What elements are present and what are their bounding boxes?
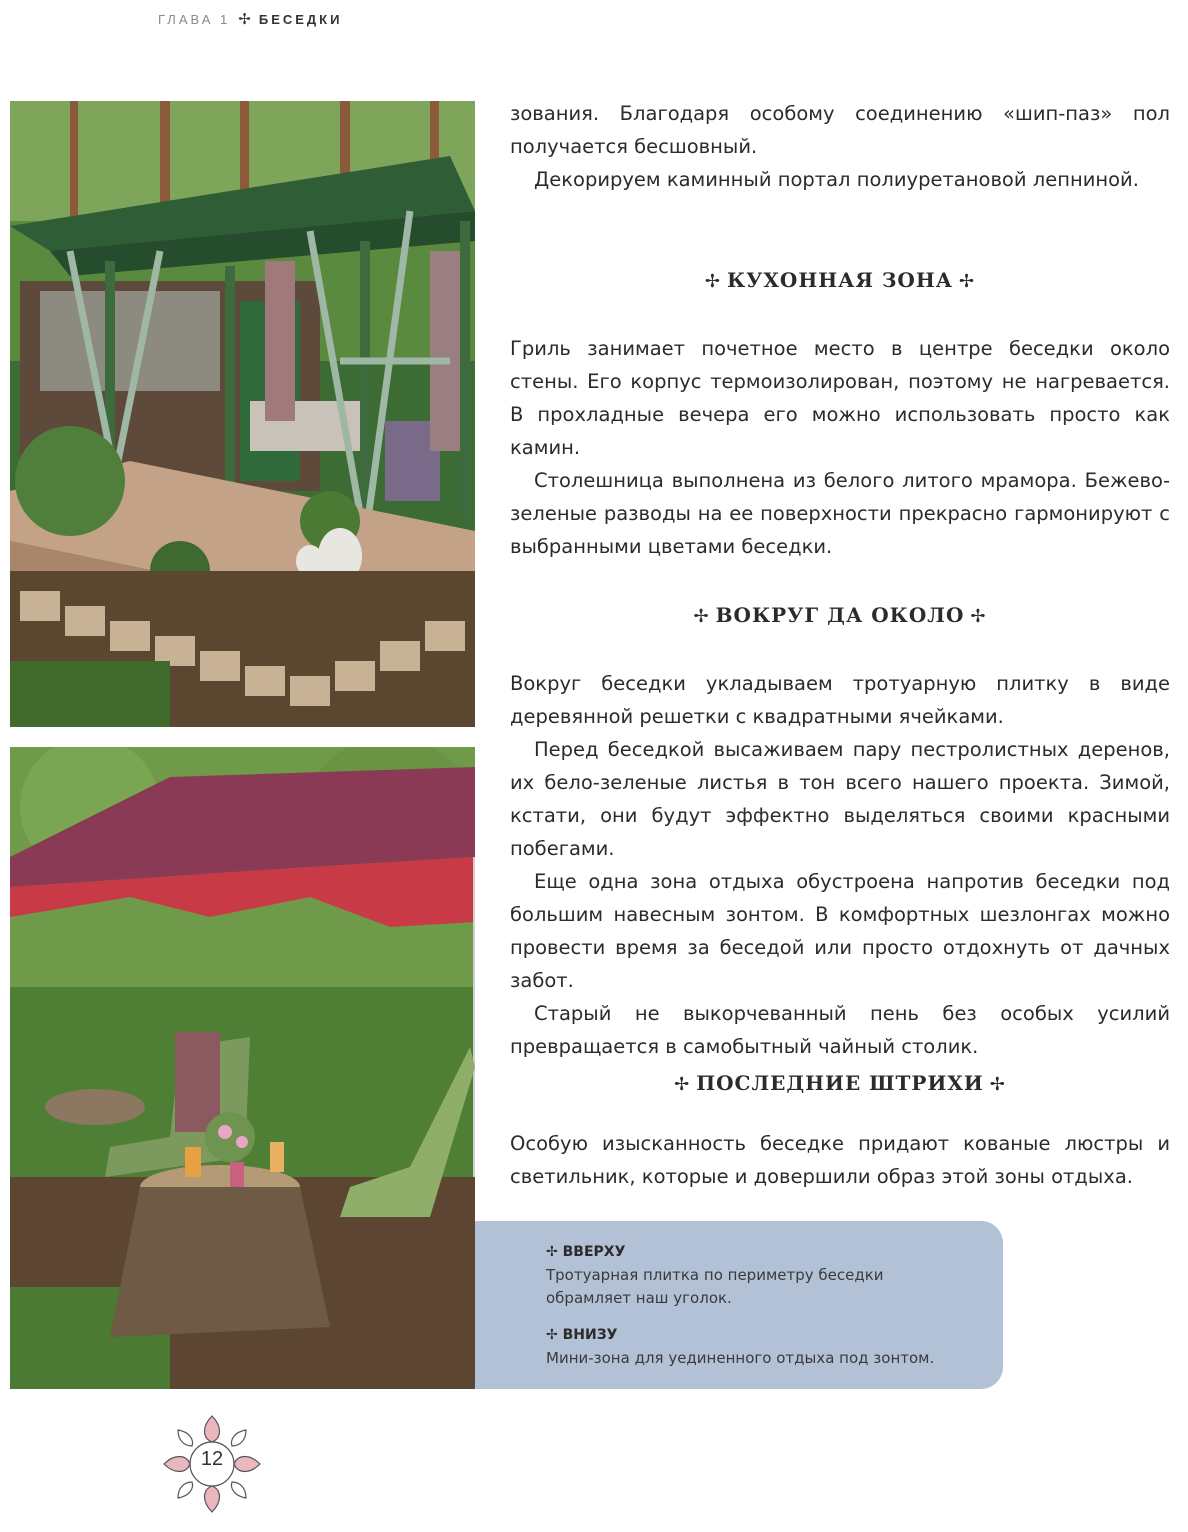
paragraph: Перед беседкой высаживаем пару пестролистных деренов, их бело-зеленые листья в тон всего нашего проекта. Зимой, кстати, они будут эффектно выделяться своими красными побегами.: [510, 738, 1170, 860]
section-heading-around: [510, 603, 1170, 627]
section-title: КУХОННАЯ ЗОНА: [726, 268, 954, 292]
intro-paragraph-1: зования. Благодаря особому соединению «шип-паз» пол получается бесшовный.: [510, 102, 1170, 158]
caption-title: ВНИЗУ: [562, 1327, 618, 1343]
caption-text: обрамляет наш уголок.: [546, 1289, 732, 1307]
ornament-icon: ✢: [704, 271, 721, 292]
caption-text: Мини-зона для уединенного отдыха под зонтом.: [546, 1349, 935, 1367]
section-body-around: [510, 667, 1170, 1063]
ornament-icon: ✢: [693, 606, 710, 627]
caption-title: ВВЕРХУ: [562, 1244, 626, 1260]
paragraph: Еще одна зона отдыха обустроена напротив беседки под большим навесным зонтом. В комфортных шезлонгах можно провести время за беседой или просто отдохнуть от дачных забот.: [510, 870, 1170, 992]
section-body-finishing: [510, 1127, 1170, 1193]
paragraph: Гриль занимает почетное место в центре беседки около стены. Его корпус термоизолирован, поэтому не нагревается. В прохладные вечера его можно использовать просто как камин.: [510, 337, 1170, 459]
intro-text: [510, 97, 1170, 196]
caption-bottom: [546, 1324, 934, 1370]
paragraph: Вокруг беседки укладываем тротуарную плитку в виде деревянной решетки с квадратными ячейками.: [510, 672, 1170, 728]
paragraph: Старый не выкорчеванный пень без особых усилий превращается в самобытный чайный столик.: [510, 1002, 1170, 1058]
photo-umbrella: [10, 747, 475, 1389]
ornament-icon: ✢: [674, 1074, 691, 1095]
ornament-icon: ✢: [959, 271, 976, 292]
section-label: БЕСЕДКИ: [258, 11, 343, 27]
section-title: ПОСЛЕДНИЕ ШТРИХИ: [696, 1071, 984, 1095]
section-heading-finishing: [510, 1071, 1170, 1095]
ornament-icon: ✢: [546, 1244, 558, 1260]
ornament-icon: ✢: [238, 11, 251, 28]
ornament-icon: ✢: [546, 1327, 558, 1343]
intro-paragraph-2: Декорируем каминный портал полиуретановой лепниной.: [534, 168, 1139, 191]
caption-text: Тротуарная плитка по периметру беседки: [546, 1266, 884, 1284]
section-body-kitchen: [510, 332, 1170, 563]
paragraph: Особую изысканность беседке придают кованые люстры и светильник, которые и довершили образ этой зоны отдыха.: [510, 1132, 1170, 1188]
paragraph: Столешница выполнена из белого литого мрамора. Бежево-зеленые разводы на ее поверхности прекрасно гармонируют с выбранными цветами беседки.: [510, 469, 1170, 558]
caption-top: [546, 1241, 884, 1310]
section-title: ВОКРУГ ДА ОКОЛО: [715, 603, 965, 627]
ornament-icon: ✢: [989, 1074, 1006, 1095]
page-number: 12: [200, 1448, 224, 1470]
ornament-icon: ✢: [970, 606, 987, 627]
section-heading-kitchen: [510, 268, 1170, 292]
photo-gazebo: [10, 101, 475, 727]
running-head: [158, 10, 342, 28]
chapter-label: ГЛАВА 1: [158, 11, 231, 27]
